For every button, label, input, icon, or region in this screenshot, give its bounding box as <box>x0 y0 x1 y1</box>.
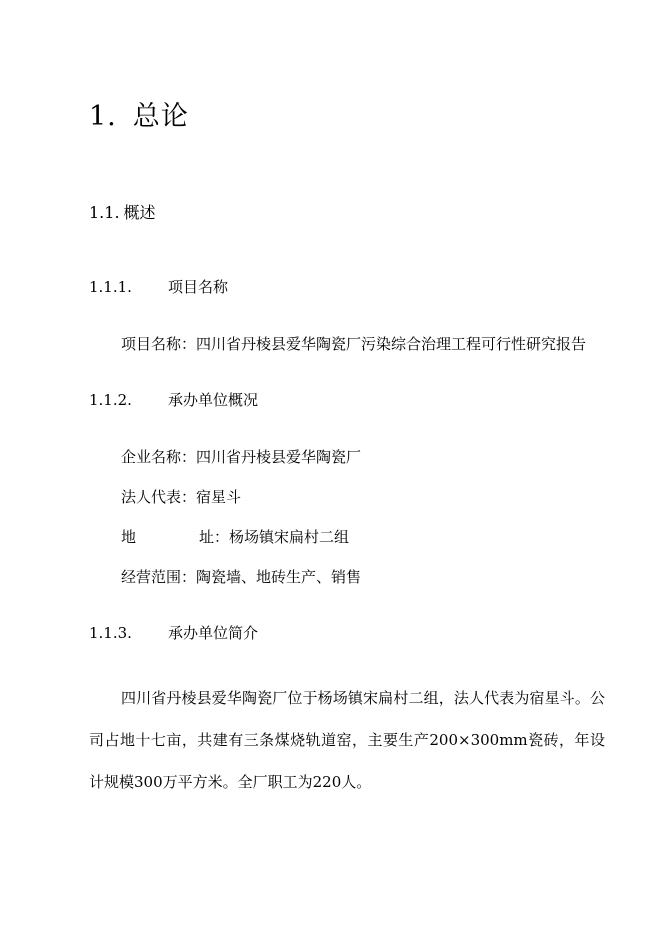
address-label: 地 <box>121 528 137 546</box>
heading-1-1-title: 概述 <box>123 203 156 222</box>
heading-1-1-3-title: 承办单位简介 <box>168 624 259 642</box>
heading-1-1-1 <box>89 275 228 299</box>
heading-1-1-1-title: 项目名称 <box>168 278 229 296</box>
legal-rep-line: 法人代表：宿星斗 <box>121 488 242 506</box>
business-scope-line: 经营范围：陶瓷墙、地砖生产、销售 <box>121 568 362 586</box>
heading-1-title: 总论 <box>132 101 189 132</box>
heading-1-1 <box>89 201 156 225</box>
heading-1 <box>89 97 189 137</box>
heading-1-1-2-title: 承办单位概况 <box>168 391 259 409</box>
heading-1-1-1-number: 1.1.1. <box>89 278 132 296</box>
project-name-line: 项目名称：四川省丹棱县爱华陶瓷厂污染综合治理工程可行性研究报告 <box>121 335 587 353</box>
heading-1-1-2-number: 1.1.2. <box>89 391 132 409</box>
address-value: 址：杨场镇宋扁村二组 <box>199 528 350 546</box>
heading-1-1-number: 1.1. <box>89 203 120 222</box>
company-name-line: 企业名称：四川省丹棱县爱华陶瓷厂 <box>121 448 362 466</box>
heading-1-number: 1. <box>89 101 117 132</box>
company-intro-paragraph: 四川省丹棱县爱华陶瓷厂位于杨场镇宋扁村二组，法人代表为宿星斗。公司占地十七亩，共建有三条煤烧轨道窑，主要生产200×300mm瓷砖，年设计规模300万平方米。全厂职工为220人。 <box>89 689 605 791</box>
address-line <box>121 525 349 549</box>
heading-1-1-3 <box>89 621 258 645</box>
heading-1-1-3-number: 1.1.3. <box>89 624 132 642</box>
heading-1-1-2 <box>89 388 258 412</box>
